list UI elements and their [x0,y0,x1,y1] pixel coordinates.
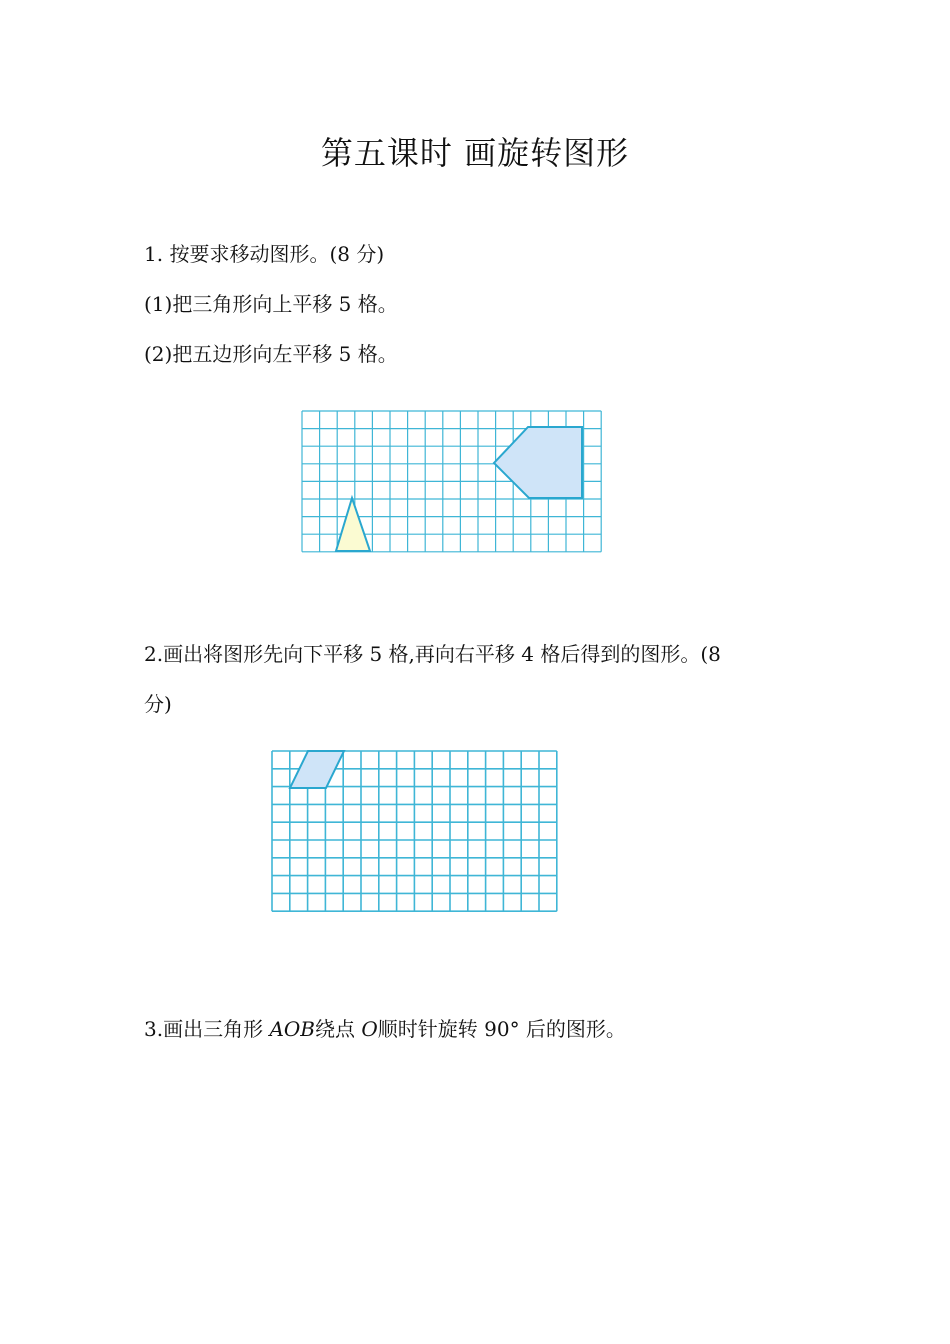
question-3-text-c: 顺时针旋转 90° 后的图形。 [377,1017,626,1041]
question-1-part-2: (2)把五边形向左平移 5 格。 [144,342,398,366]
question-1-grid [300,409,604,555]
triangle-label-aob: AOB [269,1017,315,1041]
page-title: 第五课时 画旋转图形 [320,134,630,172]
question-2-stem-line-2: 分) [144,692,172,716]
pentagon-shape [494,427,582,498]
parallelogram-shape [290,751,344,788]
point-label-o: O [361,1017,378,1041]
question-2-grid [270,749,560,929]
question-3-text-b: 绕点 [315,1017,362,1041]
triangle-shape [336,498,370,551]
question-1-part-1: (1)把三角形向上平移 5 格。 [144,292,398,316]
question-3-text-a: 3.画出三角形 [144,1017,270,1041]
question-1-stem: 1. 按要求移动图形。(8 分) [144,242,385,266]
question-3-stem [144,1013,626,1042]
question-2-stem-line-1: 2.画出将图形先向下平移 5 格,再向右平移 4 格后得到的图形。(8 [144,642,721,666]
